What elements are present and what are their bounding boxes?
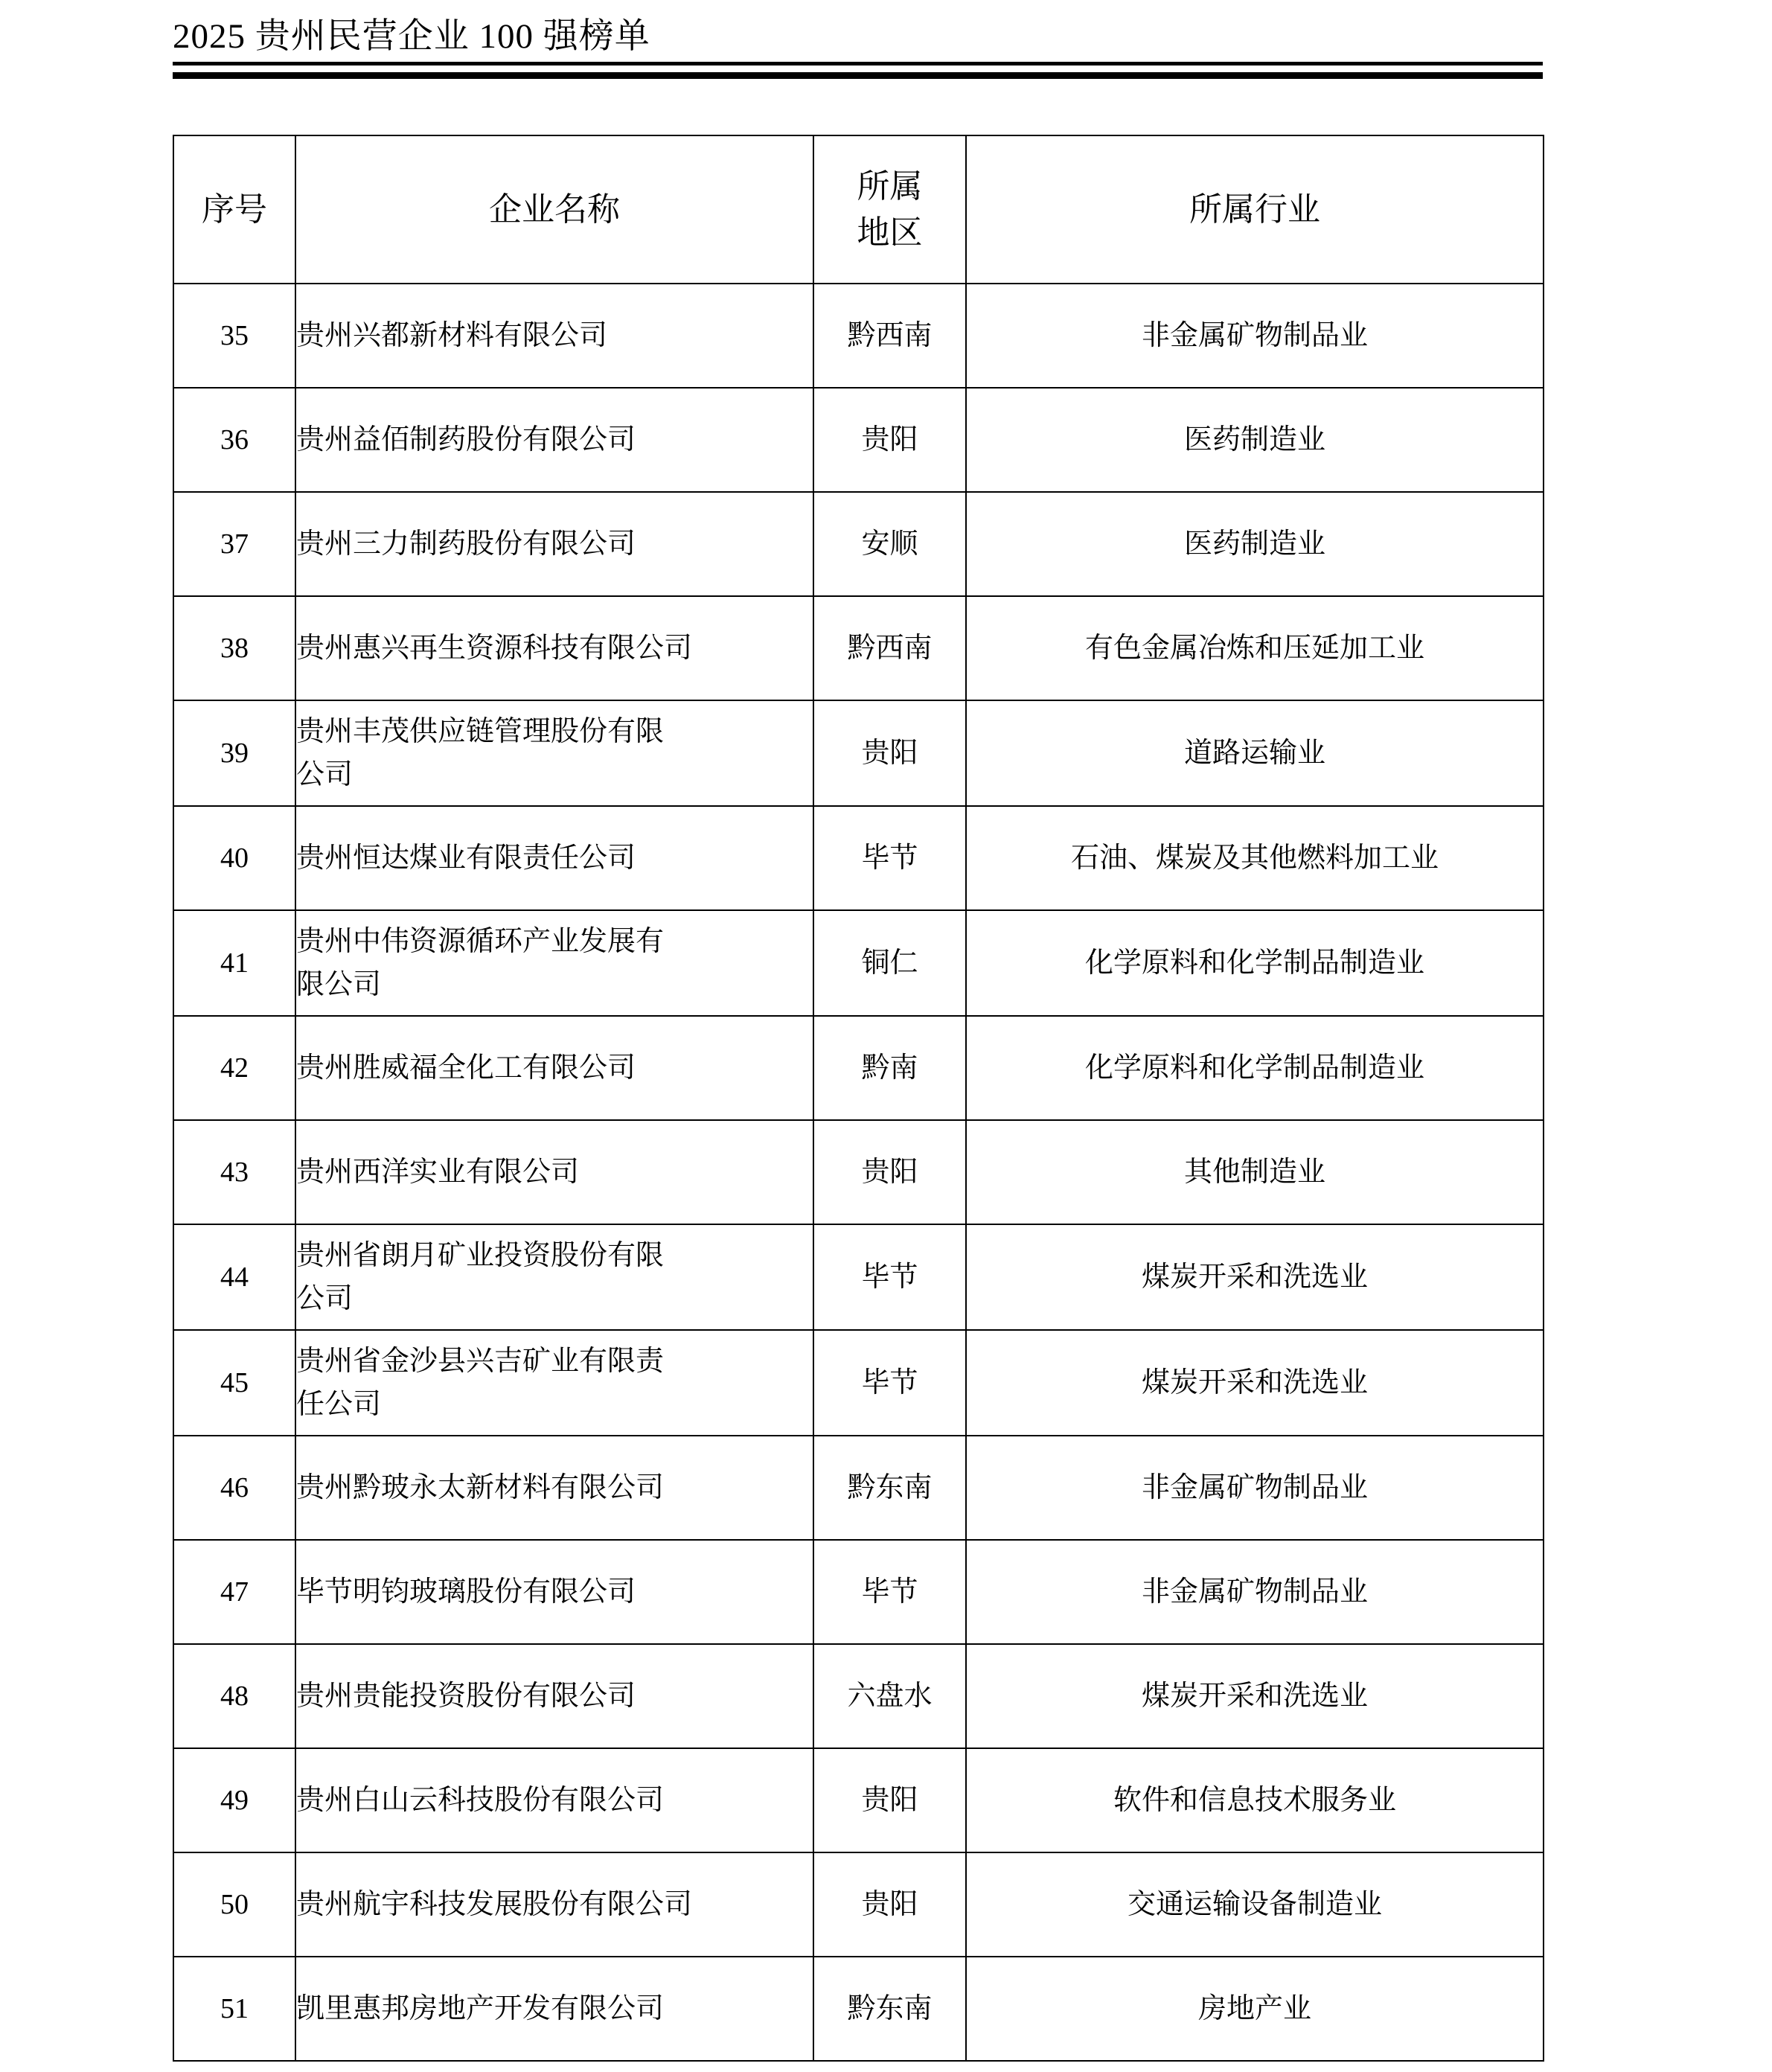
cell-industry: 有色金属冶炼和压延加工业 <box>966 596 1544 700</box>
table-row <box>173 284 1544 388</box>
table-row <box>173 1540 1544 1644</box>
cell-area: 贵阳 <box>813 388 966 492</box>
cell-area: 黔南 <box>813 1016 966 1120</box>
cell-industry: 化学原料和化学制品制造业 <box>966 1016 1544 1120</box>
cell-company-name <box>295 1224 813 1330</box>
cell-rank: 49 <box>173 1748 295 1852</box>
cell-area: 贵阳 <box>813 1748 966 1852</box>
table-row <box>173 700 1544 806</box>
cell-industry: 煤炭开采和洗选业 <box>966 1330 1544 1436</box>
cell-rank: 50 <box>173 1852 295 1957</box>
cell-company-name <box>295 284 813 388</box>
title-block <box>173 13 1543 79</box>
cell-company-name <box>295 1016 813 1120</box>
title-rule-gap <box>173 65 1543 72</box>
header-industry: 所属行业 <box>966 135 1544 284</box>
cell-rank: 47 <box>173 1540 295 1644</box>
cell-rank: 46 <box>173 1436 295 1540</box>
company-name-line: 贵州省金沙县兴吉矿业有限责 <box>296 1346 665 1377</box>
cell-company-name <box>295 492 813 596</box>
ranking-table-container <box>173 135 1543 2062</box>
table-row <box>173 388 1544 492</box>
company-name-line: 贵州兴都新材料有限公司 <box>296 320 608 351</box>
cell-rank: 38 <box>173 596 295 700</box>
company-name-line: 贵州西洋实业有限公司 <box>296 1157 580 1188</box>
company-name-line: 贵州黔玻永太新材料有限公司 <box>296 1472 665 1503</box>
cell-area: 毕节 <box>813 1330 966 1436</box>
cell-industry: 化学原料和化学制品制造业 <box>966 910 1544 1016</box>
cell-rank: 51 <box>173 1957 295 2061</box>
company-name-line: 贵州航宇科技发展股份有限公司 <box>296 1889 693 1920</box>
cell-industry: 其他制造业 <box>966 1120 1544 1224</box>
table-row <box>173 1852 1544 1957</box>
cell-area: 毕节 <box>813 1224 966 1330</box>
header-area <box>813 135 966 284</box>
page-title: 2025 贵州民营企业 100 强榜单 <box>173 17 650 56</box>
cell-rank: 40 <box>173 806 295 910</box>
cell-area: 贵阳 <box>813 1120 966 1224</box>
cell-company-name <box>295 910 813 1016</box>
cell-area: 黔西南 <box>813 284 966 388</box>
table-row <box>173 1748 1544 1852</box>
cell-area: 黔东南 <box>813 1436 966 1540</box>
cell-industry: 煤炭开采和洗选业 <box>966 1644 1544 1748</box>
cell-industry: 软件和信息技术服务业 <box>966 1748 1544 1852</box>
cell-company-name <box>295 1852 813 1957</box>
company-name-line: 限公司 <box>296 969 382 1000</box>
cell-industry: 交通运输设备制造业 <box>966 1852 1544 1957</box>
table-row <box>173 492 1544 596</box>
company-name-line: 贵州贵能投资股份有限公司 <box>296 1681 636 1712</box>
table-row <box>173 596 1544 700</box>
cell-company-name <box>295 1436 813 1540</box>
cell-company-name <box>295 806 813 910</box>
cell-industry: 非金属矿物制品业 <box>966 284 1544 388</box>
cell-rank: 35 <box>173 284 295 388</box>
table-row <box>173 1330 1544 1436</box>
cell-company-name <box>295 1957 813 2061</box>
cell-area: 毕节 <box>813 806 966 910</box>
table-row <box>173 1224 1544 1330</box>
company-name-line: 贵州中伟资源循环产业发展有 <box>296 926 665 957</box>
company-name-line: 贵州胜威福全化工有限公司 <box>296 1052 636 1084</box>
cell-rank: 39 <box>173 700 295 806</box>
cell-area: 黔西南 <box>813 596 966 700</box>
cell-company-name <box>295 1748 813 1852</box>
title-rule-thick <box>173 72 1543 79</box>
cell-industry: 医药制造业 <box>966 492 1544 596</box>
cell-company-name <box>295 1330 813 1436</box>
cell-rank: 42 <box>173 1016 295 1120</box>
cell-area: 六盘水 <box>813 1644 966 1748</box>
cell-industry: 非金属矿物制品业 <box>966 1540 1544 1644</box>
company-name-line: 公司 <box>296 1283 354 1314</box>
company-name-line: 贵州白山云科技股份有限公司 <box>296 1785 665 1816</box>
cell-company-name <box>295 1540 813 1644</box>
cell-industry: 房地产业 <box>966 1957 1544 2061</box>
table-header-row <box>173 135 1544 284</box>
cell-rank: 36 <box>173 388 295 492</box>
header-area-line2: 地区 <box>857 214 923 251</box>
table-row <box>173 1436 1544 1540</box>
header-rank: 序号 <box>173 135 295 284</box>
company-name-line: 贵州益佰制药股份有限公司 <box>296 424 636 455</box>
cell-company-name <box>295 700 813 806</box>
cell-company-name <box>295 1644 813 1748</box>
table-row <box>173 910 1544 1016</box>
cell-rank: 45 <box>173 1330 295 1436</box>
company-name-line: 毕节明钧玻璃股份有限公司 <box>296 1576 636 1608</box>
header-company-name: 企业名称 <box>295 135 813 284</box>
cell-industry: 石油、煤炭及其他燃料加工业 <box>966 806 1544 910</box>
cell-rank: 41 <box>173 910 295 1016</box>
cell-area: 贵阳 <box>813 1852 966 1957</box>
table-row <box>173 1957 1544 2061</box>
cell-area: 毕节 <box>813 1540 966 1644</box>
cell-industry: 煤炭开采和洗选业 <box>966 1224 1544 1330</box>
company-name-line: 凯里惠邦房地产开发有限公司 <box>296 1993 665 2024</box>
cell-industry: 非金属矿物制品业 <box>966 1436 1544 1540</box>
cell-area: 黔东南 <box>813 1957 966 2061</box>
company-name-line: 公司 <box>296 759 354 790</box>
table-row <box>173 806 1544 910</box>
cell-rank: 48 <box>173 1644 295 1748</box>
company-name-line: 贵州省朗月矿业投资股份有限 <box>296 1240 665 1271</box>
company-name-line: 贵州恒达煤业有限责任公司 <box>296 842 636 874</box>
header-area-line1: 所属 <box>857 167 923 205</box>
cell-rank: 37 <box>173 492 295 596</box>
company-name-line: 贵州丰茂供应链管理股份有限 <box>296 716 665 747</box>
cell-industry: 医药制造业 <box>966 388 1544 492</box>
cell-industry: 道路运输业 <box>966 700 1544 806</box>
table-row <box>173 1644 1544 1748</box>
company-name-line: 贵州惠兴再生资源科技有限公司 <box>296 633 693 664</box>
company-name-line: 任公司 <box>296 1389 382 1420</box>
company-name-line: 贵州三力制药股份有限公司 <box>296 528 636 560</box>
cell-area: 安顺 <box>813 492 966 596</box>
cell-company-name <box>295 388 813 492</box>
table-row <box>173 1120 1544 1224</box>
cell-rank: 43 <box>173 1120 295 1224</box>
ranking-table <box>173 135 1544 2062</box>
table-row <box>173 1016 1544 1120</box>
cell-rank: 44 <box>173 1224 295 1330</box>
cell-company-name <box>295 1120 813 1224</box>
cell-company-name <box>295 596 813 700</box>
cell-area: 贵阳 <box>813 700 966 806</box>
cell-area: 铜仁 <box>813 910 966 1016</box>
